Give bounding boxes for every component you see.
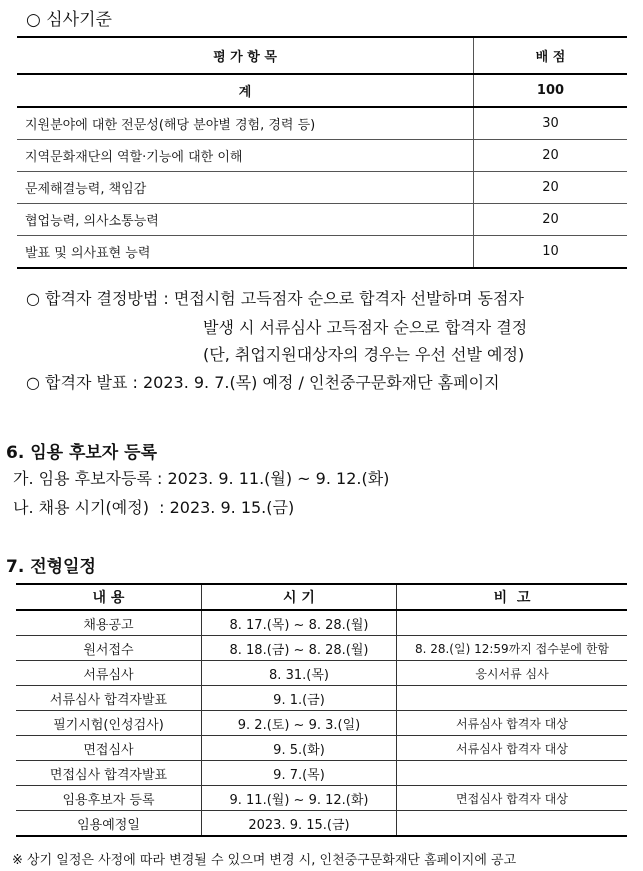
schedule-content: 면접심사 합격자발표 [16,761,202,786]
schedule-note: 8. 28.(일) 12:59까지 접수분에 한함 [397,636,628,661]
table-row [17,172,627,204]
criterion-item: 지역문화재단의 역할·기능에 대한 이해 [17,140,474,172]
table-row [16,610,627,636]
schedule-period: 9. 11.(월) ~ 9. 12.(화) [202,786,397,811]
column-header-period: 시 기 [202,584,397,610]
criteria-heading: ○ 심사기준 [26,10,112,30]
table-row [16,636,627,661]
hiring-date: 나. 채용 시기(예정) : 2023. 9. 15.(금) [13,498,295,517]
table-header-row [16,584,627,610]
criteria-table [17,36,627,269]
registration-period: 가. 임용 후보자등록 : 2023. 9. 11.(월) ~ 9. 12.(화) [13,469,390,488]
table-row [17,140,627,172]
decision-method-cont: 발생 시 서류심사 고득점자 순으로 합격자 결정 [203,318,528,337]
criterion-score: 20 [474,204,628,236]
schedule-content: 서류심사 [16,661,202,686]
schedule-note: 서류심사 합격자 대상 [397,711,628,736]
schedule-content: 원서접수 [16,636,202,661]
table-row [17,107,627,140]
total-row [17,74,627,107]
criterion-score: 20 [474,172,628,204]
column-header-content: 내 용 [16,584,202,610]
schedule-period: 2023. 9. 15.(금) [202,811,397,837]
schedule-content: 면접심사 [16,736,202,761]
table-row [16,711,627,736]
schedule-period: 9. 1.(금) [202,686,397,711]
criterion-item: 발표 및 의사표현 능력 [17,236,474,269]
table-row [16,736,627,761]
decision-method: ○ 합격자 결정방법 : 면접시험 고득점자 순으로 합격자 선발하며 동점자 [26,289,524,308]
criterion-item: 지원분야에 대한 전문성(해당 분야별 경험, 경력 등) [17,107,474,140]
table-row [16,811,627,837]
schedule-note [397,610,628,636]
section7-title: 7. 전형일정 [6,557,96,577]
column-header-item: 평 가 항 목 [17,37,474,74]
schedule-period: 9. 7.(목) [202,761,397,786]
schedule-footnote: ※ 상기 일정은 사정에 따라 변경될 수 있으며 변경 시, 인천중구문화재단 홈페이지에 공고 [12,853,517,868]
section6-title: 6. 임용 후보자 등록 [6,443,157,463]
column-header-note: 비 고 [397,584,628,610]
criterion-score: 10 [474,236,628,269]
schedule-content: 채용공고 [16,610,202,636]
table-row [16,686,627,711]
schedule-note: 서류심사 합격자 대상 [397,736,628,761]
result-announcement: ○ 합격자 발표 : 2023. 9. 7.(목) 예정 / 인천중구문화재단 홈페이지 [26,373,500,392]
table-row [16,661,627,686]
decision-method-note: (단, 취업지원대상자의 경우는 우선 선발 예정) [203,345,525,364]
schedule-period: 8. 18.(금) ~ 8. 28.(월) [202,636,397,661]
criterion-score: 30 [474,107,628,140]
table-row [17,204,627,236]
schedule-content: 서류심사 합격자발표 [16,686,202,711]
schedule-note: 면접심사 합격자 대상 [397,786,628,811]
table-row [16,761,627,786]
schedule-content: 필기시험(인성검사) [16,711,202,736]
column-header-score: 배 점 [474,37,628,74]
table-row [17,236,627,269]
criterion-item: 협업능력, 의사소통능력 [17,204,474,236]
schedule-note: 응시서류 심사 [397,661,628,686]
schedule-note [397,811,628,837]
total-label: 계 [17,74,474,107]
criterion-item: 문제해결능력, 책임감 [17,172,474,204]
schedule-table [16,583,627,837]
schedule-period: 9. 2.(토) ~ 9. 3.(일) [202,711,397,736]
total-score: 100 [474,74,628,107]
schedule-content: 임용후보자 등록 [16,786,202,811]
table-row [16,786,627,811]
schedule-period: 8. 31.(목) [202,661,397,686]
table-header-row [17,37,627,74]
schedule-content: 임용예정일 [16,811,202,837]
criterion-score: 20 [474,140,628,172]
schedule-period: 8. 17.(목) ~ 8. 28.(월) [202,610,397,636]
schedule-note [397,686,628,711]
schedule-period: 9. 5.(화) [202,736,397,761]
schedule-note [397,761,628,786]
